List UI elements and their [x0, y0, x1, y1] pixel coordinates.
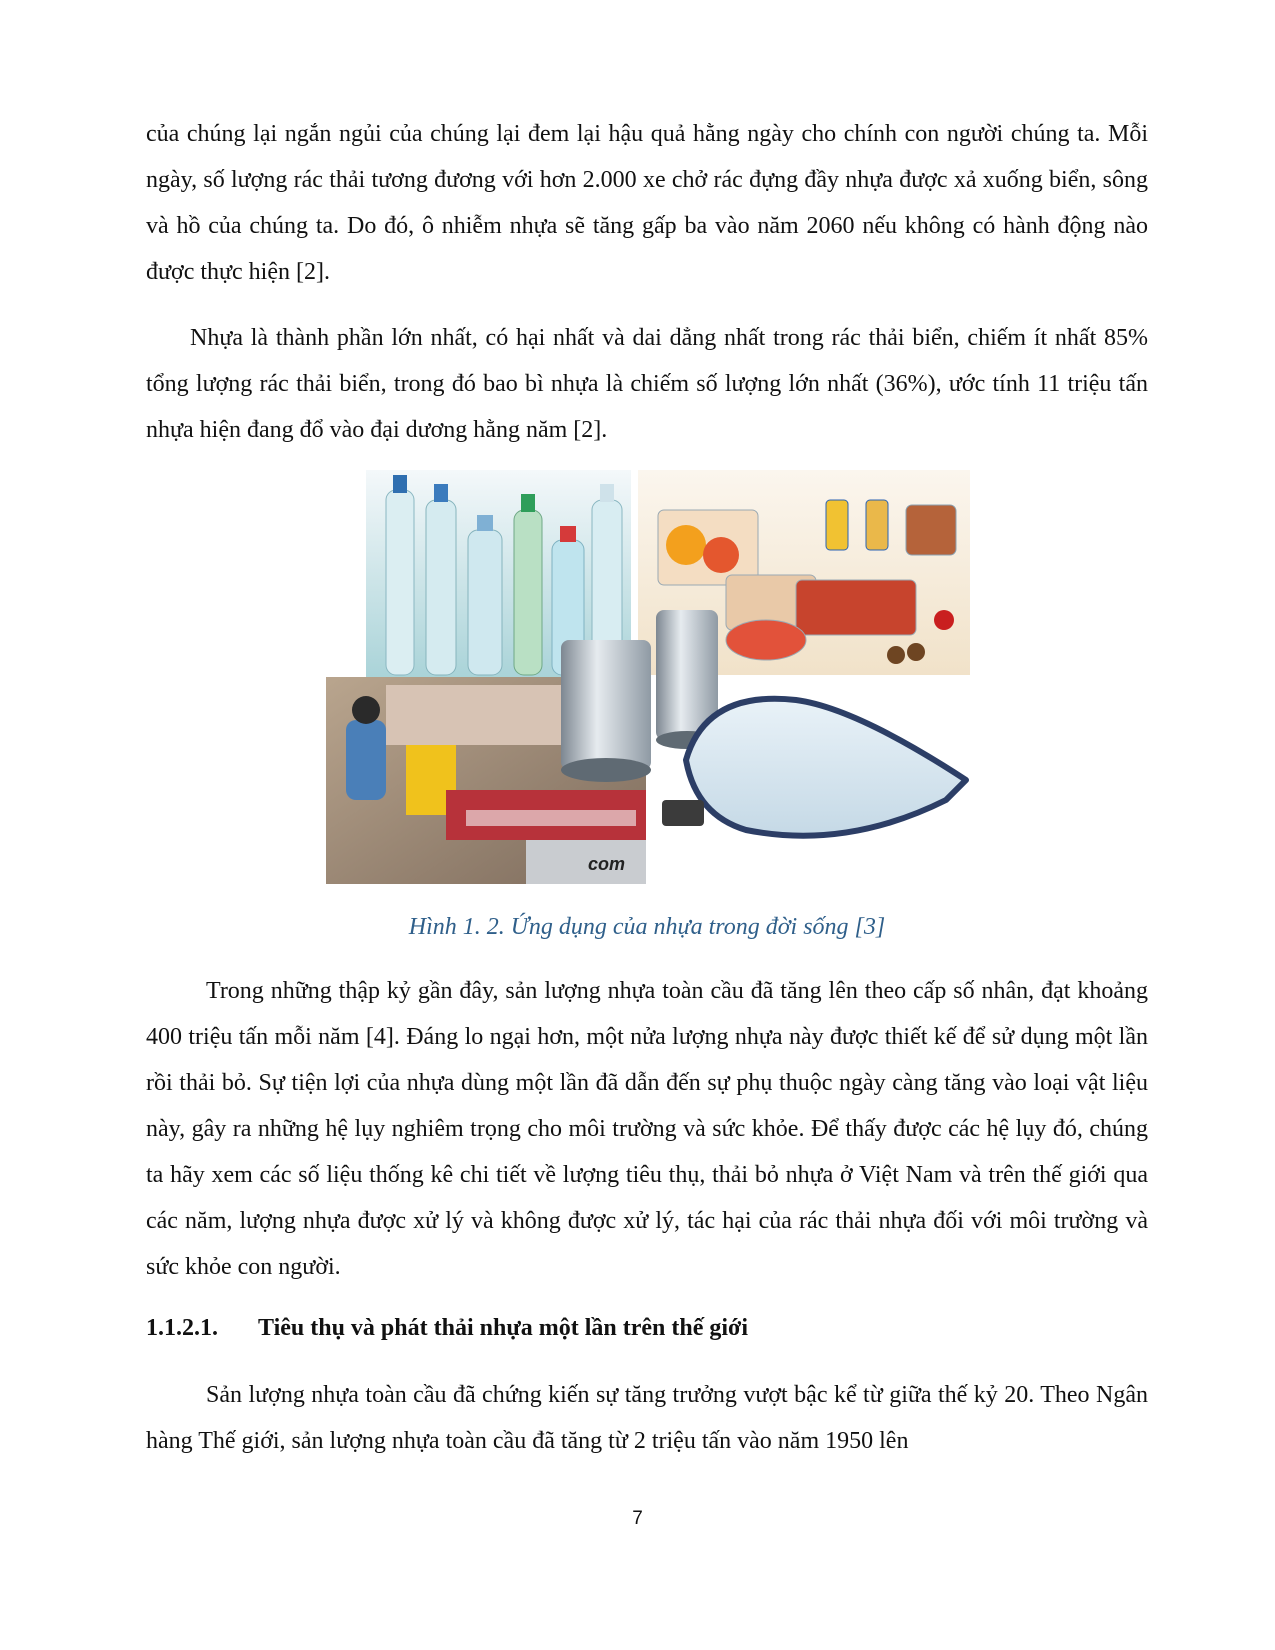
paragraph-3: Trong những thập kỷ gần đây, sản lượng nhựa toàn cầu đã tăng lên theo cấp số nhân, đạt khoảng 400 triệu tấn mỗi năm [4]. Đáng lo ngại hơn, một nửa lượng nhựa này được thiết kế để sử dụng một lần rồi thải bỏ. Sự tiện lợi của nhựa dùng một lần đã dẫn đến sự phụ thuộc ngày càng tăng vào loại vật liệu này, gây ra những hệ lụy nghiêm trọng cho môi trường và sức khỏe. Để thấy được các hệ lụy đó, chúng ta hãy xem các số liệu thống kê chi tiết về lượng tiêu thụ, thải bỏ nhựa ở Việt Nam và trên thế giới qua các năm, lượng nhựa được xử lý và không được xử lý, tác hại của rác thải nhựa đối với môi trường và sức khỏe con người. [146, 978, 1148, 1280]
paragraph-1: của chúng lại ngắn ngủi của chúng lại đem lại hậu quả hằng ngày cho chính con người chúng ta. Mỗi ngày, số lượng rác thải tương đương với hơn 2.000 xe chở rác đựng đầy nhựa được xả xuống biển, sông và hồ của chúng ta. Do đó, ô nhiễm nhựa sẽ tăng gấp ba vào năm 2060 nếu không có hành động nào được thực hiện [2]. [146, 121, 1148, 285]
figure-plastic-applications [326, 470, 1006, 884]
section-title: Tiêu thụ và phát thải nhựa một lần trên thế giới [258, 1315, 748, 1341]
section-heading [146, 1308, 748, 1348]
page-number: 7 [632, 1508, 643, 1529]
factory-photo-text: com [588, 854, 626, 874]
paragraph-4: Sản lượng nhựa toàn cầu đã chứng kiến sự tăng trưởng vượt bậc kể từ giữa thế kỷ 20. Theo Ngân hàng Thế giới, sản lượng nhựa toàn cầu đã tăng từ 2 triệu tấn vào năm 1950 lên [146, 1382, 1148, 1454]
section-number: 1.1.2.1. [146, 1315, 218, 1341]
paragraph-2: Nhựa là thành phần lớn nhất, có hại nhất và dai dẳng nhất trong rác thải biển, chiếm ít nhất 85% tổng lượng rác thải biển, trong đó bao bì nhựa là chiếm số lượng lớn nhất (36%), ước tính 11 triệu tấn nhựa hiện đang đổ vào đại dương hằng năm [2]. [146, 325, 1148, 443]
figure-caption: Hình 1. 2. Ứng dụng của nhựa trong đời sống [3] [408, 914, 886, 940]
